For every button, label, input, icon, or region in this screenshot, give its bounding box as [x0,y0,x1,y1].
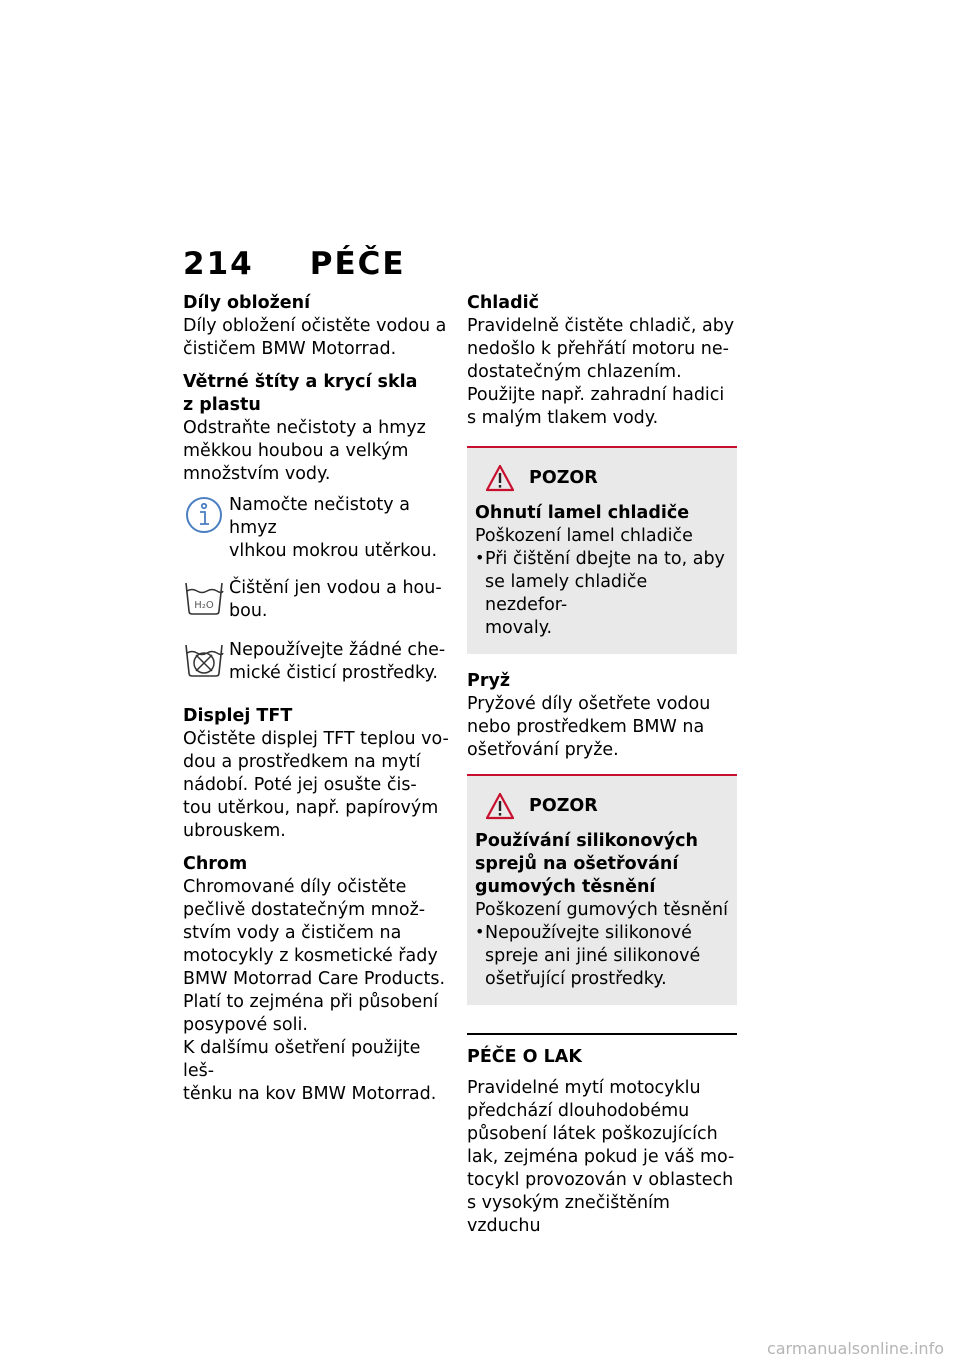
text-line: nádobí. Poté jej osušte čis- [183,775,417,795]
section-windshields [183,371,453,486]
text-line: posypové soli. [183,1015,308,1035]
watermark: carmanualsonline.info [766,1339,944,1358]
section-heading: Větrné štíty a krycí skla [183,372,418,392]
text-line: BMW Motorrad Care Products. [183,969,446,989]
text-line: předchází dlouhodobému [467,1101,690,1121]
text-line: Použijte např. zahradní hadici [467,385,725,405]
section-rubber [467,670,737,762]
page-number: 214 [183,246,254,282]
warning-triangle-icon [485,792,515,820]
text-line: s malým tlakem vody. [467,408,659,428]
water-only-icon [183,577,225,619]
text-line: Nepoužívejte žádné che- [229,640,446,660]
section-heading: Chladič [467,293,540,313]
warning-title: Používání silikonových [475,831,698,851]
text-line: lak, zejména pokud je váš mo- [467,1147,735,1167]
warning-title: Ohnutí lamel chladiče [475,503,690,523]
text-line: Čištění jen vodou a hou- [229,578,442,598]
text-line: vlhkou mokrou utěrkou. [229,541,438,561]
list-item [475,548,729,640]
section-title-paint-care: PÉČE O LAK [467,1033,737,1067]
text-line: ubrouskem. [183,821,286,841]
text-line: čističem BMW Motorrad. [183,339,397,359]
text-line: Chromované díly očistěte [183,877,407,897]
bullet: • [475,548,485,567]
note-no-chemicals [183,639,453,685]
warning-triangle-icon [485,464,515,492]
warning-box-silicone [467,774,737,1005]
text-line: Očistěte displej TFT teplou vo- [183,729,449,749]
section-radiator [467,292,737,430]
right-column [467,292,737,1238]
warning-label: POZOR [529,796,598,816]
text-line: nebo prostředkem BMW na [467,717,705,737]
text-line: Platí to zejména při působení [183,992,439,1012]
section-chrome [183,853,453,1106]
note-info [183,494,453,563]
warning-title: gumových těsnění [475,877,656,897]
text-line: nedošlo k přehřátí motoru ne- [467,339,729,359]
text-line: movaly. [485,618,553,638]
bullet: • [475,922,485,941]
text-line: se lamely chladiče nezdefor- [485,572,648,615]
text-line: Při čištění dbejte na to, aby [485,549,725,569]
text-line: tou utěrkou, např. papírovým [183,798,439,818]
text-line: působení látek poškozujících [467,1124,718,1144]
info-icon [183,494,225,536]
water-label: H₂O [194,600,214,611]
section-heading: Displej TFT [183,706,293,726]
no-chemicals-icon [183,639,225,681]
text-line: s vysokým znečištěním vzduchu [467,1193,670,1236]
text-line: K dalšímu ošetření použijte leš- [183,1038,421,1081]
text-line: Pravidelně čistěte chladič, aby [467,316,735,336]
note-water-only [183,577,453,623]
text-line: bou. [229,601,268,621]
text-line: Díly obložení očistěte vodou a [183,316,447,336]
text-line: Odstraňte nečistoty a hmyz [183,418,426,438]
warning-title: sprejů na ošetřování [475,854,679,874]
text-line: dou a prostředkem na mytí [183,752,421,772]
warning-label: POZOR [529,468,598,488]
text-line: pečlivě dostatečným množ- [183,900,426,920]
text-line: tocykl provozován v oblastech [467,1170,734,1190]
warning-text: Poškození lamel chladiče [475,526,693,546]
text-line: množstvím vody. [183,464,331,484]
list-item [475,922,729,991]
section-tft-display [183,705,453,843]
section-heading: Díly obložení [183,293,311,313]
text-line: dostatečným chlazením. [467,362,682,382]
text-line: Pryžové díly ošetřete vodou [467,694,711,714]
section-paint-care [467,1077,737,1238]
text-line: motocykly z kosmetické řady [183,946,438,966]
text-line: Pravidelné mytí motocyklu [467,1078,701,1098]
section-heading: Chrom [183,854,248,874]
text-line: měkkou houbou a velkým [183,441,409,461]
page-header [183,246,406,282]
warning-box-radiator [467,446,737,654]
section-trim-parts [183,292,453,361]
page-title: PÉČE [309,246,406,282]
left-column [183,292,453,1106]
section-heading: z plastu [183,395,261,415]
warning-header [485,792,729,820]
text-line: spreje ani jiné silikonové [485,946,701,966]
text-line: ošetřující prostředky. [485,969,667,989]
text-line: těnku na kov BMW Motorrad. [183,1084,437,1104]
text-line: stvím vody a čističem na [183,923,402,943]
warning-header [485,464,729,492]
text-line: Nepoužívejte silikonové [485,923,692,943]
warning-text: Poškození gumových těsnění [475,900,728,920]
text-line: mické čisticí prostředky. [229,663,438,683]
text-line: ošetřování pryže. [467,740,619,760]
section-heading: Pryž [467,671,511,691]
text-line: Namočte nečistoty a hmyz [229,495,410,538]
